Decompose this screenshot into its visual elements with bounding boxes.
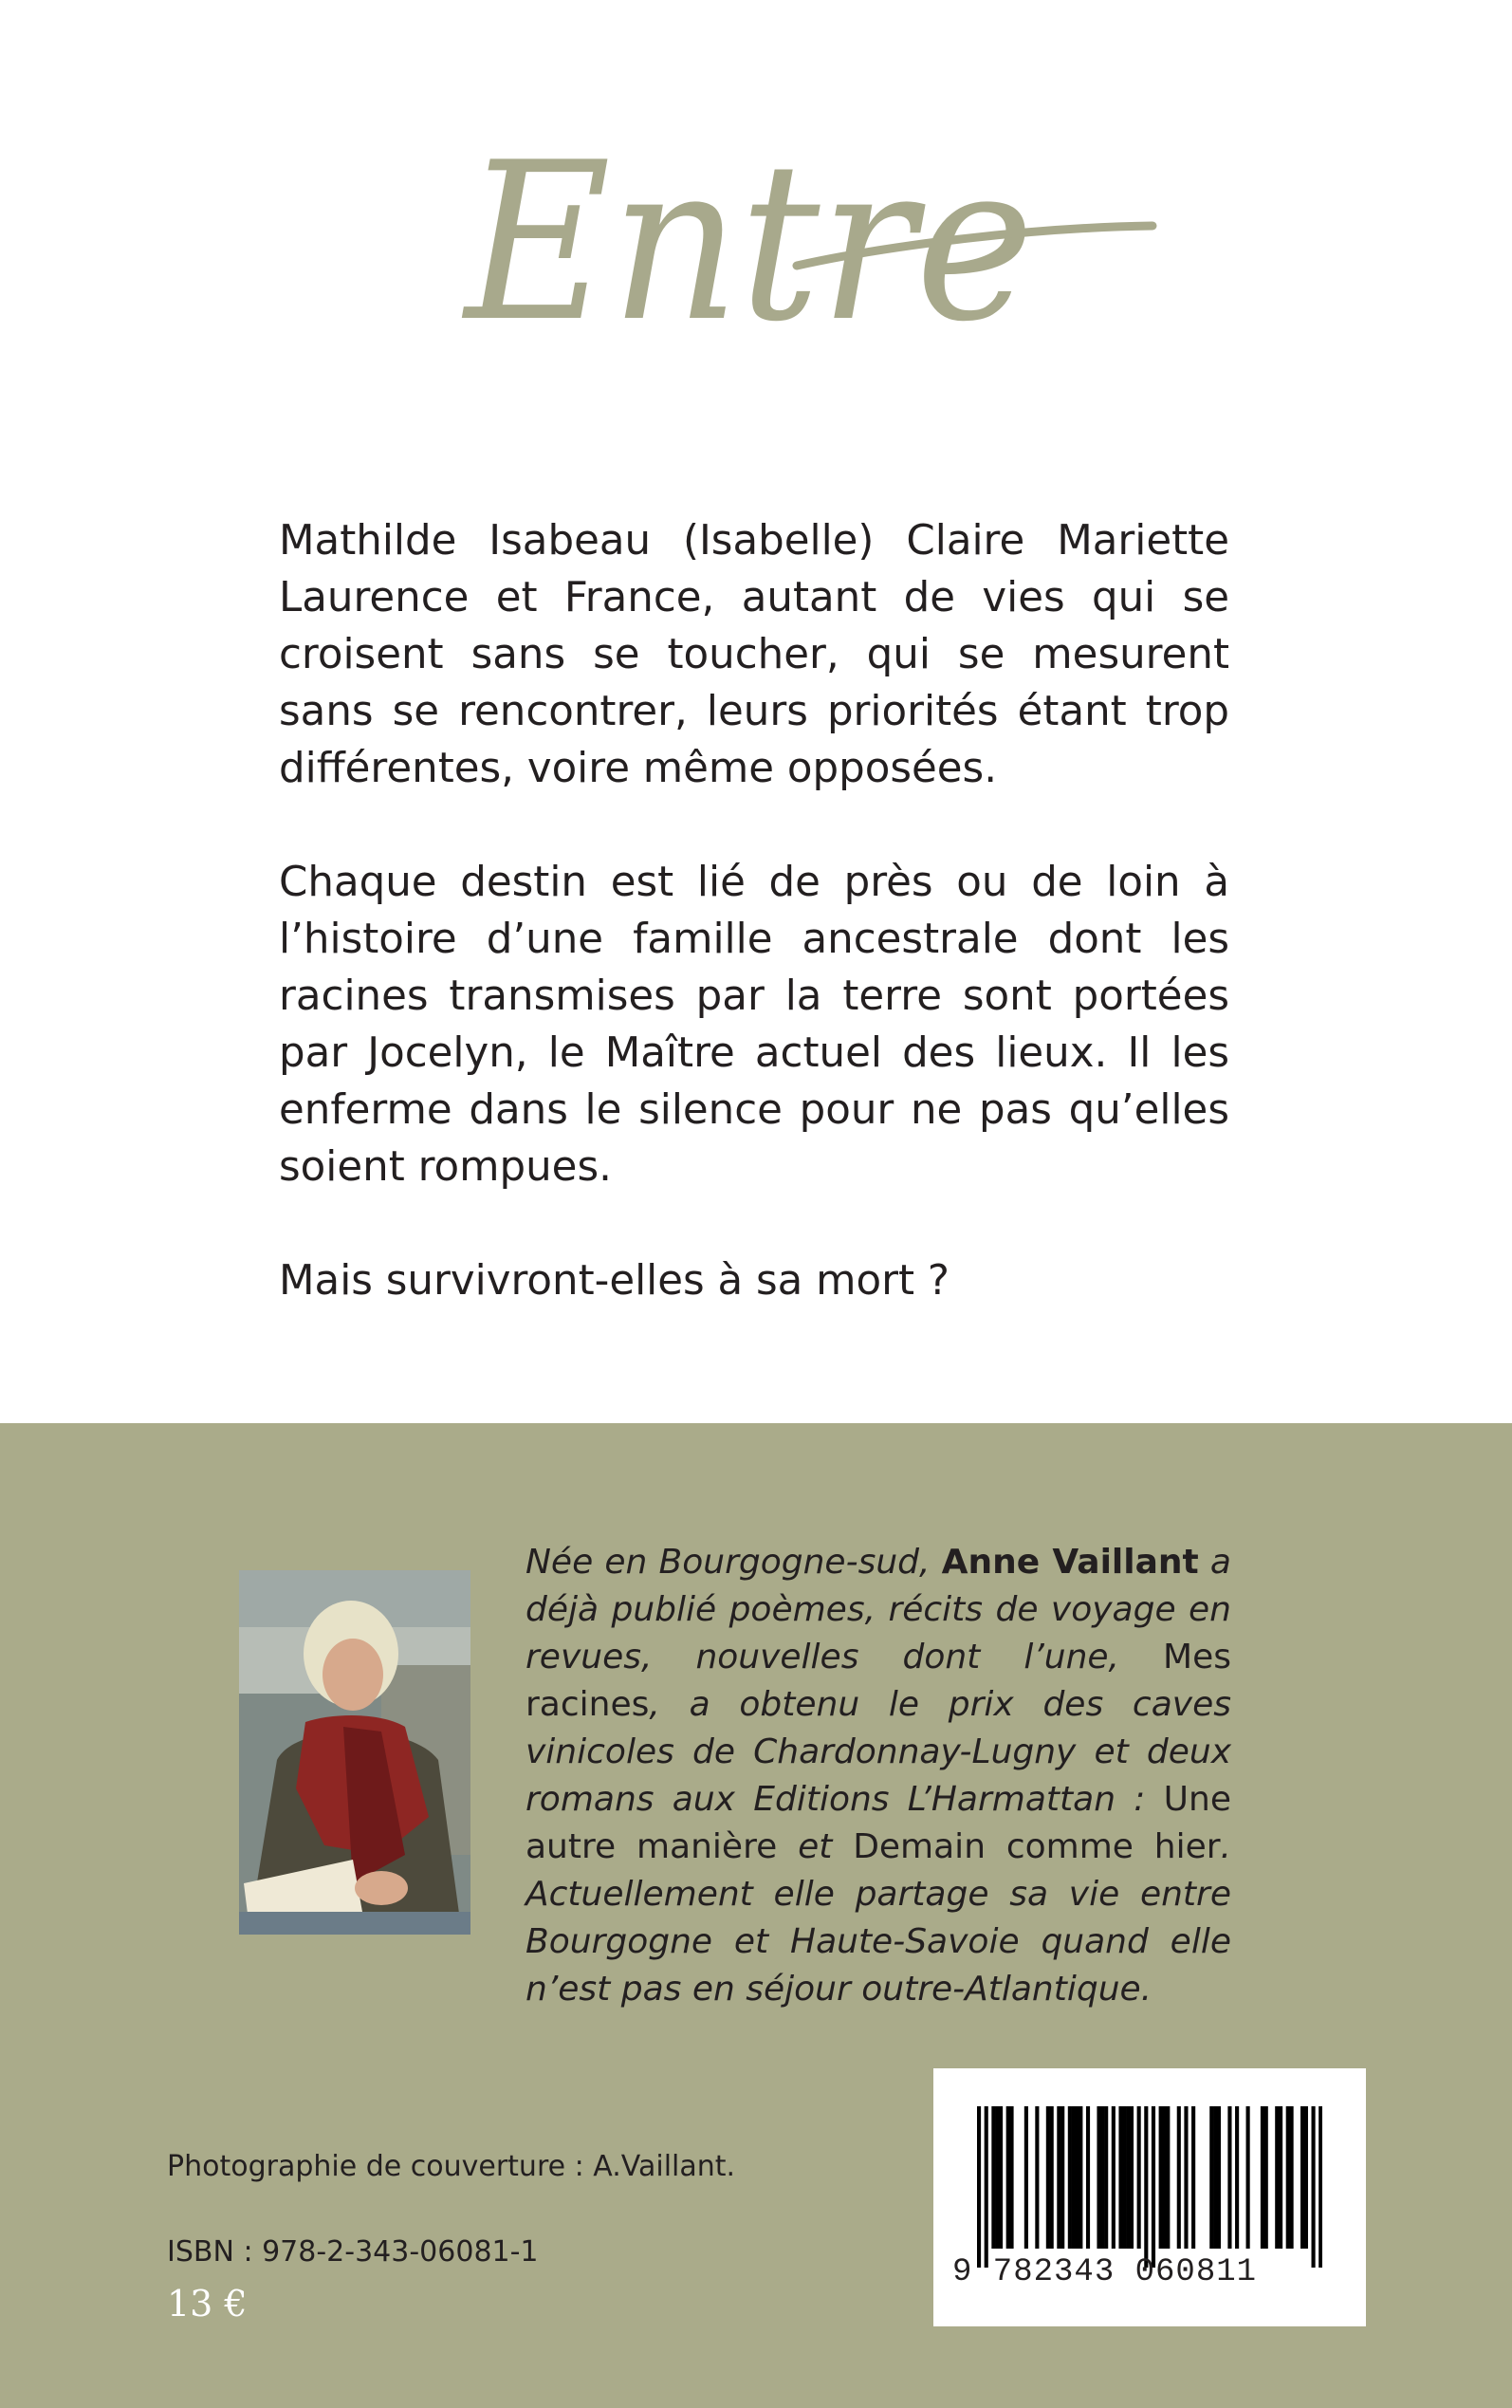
photo-credit: Photographie de couverture : A.Vaillant. — [167, 2150, 736, 2183]
title-text: Entre — [461, 117, 1035, 361]
barcode-bar — [977, 2106, 981, 2268]
price: 13 € — [167, 2283, 248, 2325]
barcode-bar — [1217, 2106, 1221, 2249]
barcode-bar — [1050, 2106, 1054, 2249]
barcode-bar — [985, 2106, 988, 2268]
blurb-paragraph-2: Chaque destin est lié de près ou de loin à l’histoire d’une famille ancestrale dont les racines transmises par la terre sont portées par Jocelyn, le Maître actuel des lieux. Il les enferme dans le silence pour ne pas qu’elles soient rompues. — [279, 859, 1229, 1191]
barcode-bar — [1152, 2106, 1155, 2268]
barcode-bar — [1126, 2106, 1130, 2249]
barcode-bar — [1086, 2106, 1090, 2249]
barcode-bar — [1097, 2106, 1100, 2249]
barcode-bar — [1304, 2106, 1308, 2249]
barcode-bar — [1122, 2106, 1126, 2249]
barcode-bar — [1100, 2106, 1104, 2249]
barcode-bar — [1068, 2106, 1072, 2249]
barcode-bar — [1227, 2106, 1231, 2249]
barcode-bar — [1137, 2106, 1141, 2249]
barcode-bar — [1159, 2106, 1163, 2249]
barcode-bar — [1075, 2106, 1079, 2249]
barcode-bar — [1286, 2106, 1290, 2249]
barcode-bar — [991, 2106, 995, 2249]
blurb — [279, 512, 1229, 1309]
barcode-bar — [1191, 2106, 1195, 2249]
barcode-bar — [1144, 2106, 1148, 2268]
title-logo — [455, 114, 1176, 361]
barcode-bar — [1300, 2106, 1304, 2249]
blurb-paragraph-3: Mais survivront-elles à sa mort ? — [279, 1257, 950, 1305]
barcode-bar — [1006, 2106, 1010, 2249]
barcode-bar — [1290, 2106, 1294, 2249]
barcode-bar — [999, 2106, 1003, 2249]
isbn: ISBN : 978-2-343-06081-1 — [167, 2235, 539, 2269]
script-title-graphic — [455, 114, 1176, 361]
barcode-bar — [1060, 2106, 1064, 2249]
barcode-bar — [1209, 2106, 1213, 2249]
barcode-bar — [1177, 2106, 1181, 2249]
barcode — [933, 2068, 1366, 2326]
barcode-bar — [1079, 2106, 1082, 2249]
book-title-demain-comme-hier: Demain comme hier — [853, 1827, 1221, 1866]
barcode-bar — [1213, 2106, 1217, 2249]
barcode-digits: 9 782343 060811 — [952, 2254, 1258, 2290]
barcode-bar — [1235, 2106, 1239, 2249]
author-photo — [239, 1570, 470, 1935]
barcode-bar — [1009, 2106, 1013, 2249]
author-name: Anne Vaillant — [941, 1543, 1199, 1582]
barcode-bar — [1024, 2106, 1028, 2249]
barcode-bar — [1264, 2106, 1268, 2249]
barcode-bar — [1312, 2106, 1316, 2268]
barcode-bar — [1104, 2106, 1108, 2249]
barcode-bar — [1072, 2106, 1076, 2249]
barcode-bar — [1279, 2106, 1282, 2249]
book-title-une-autre-maniere: Une autre manière — [526, 1780, 1231, 1866]
book-title-mes-racines: Mes racines — [526, 1638, 1231, 1724]
barcode-bar — [1112, 2106, 1116, 2249]
barcode-bar — [1057, 2106, 1060, 2249]
barcode-bar — [1275, 2106, 1279, 2249]
barcode-bar — [1046, 2106, 1050, 2249]
barcode-bar — [1261, 2106, 1264, 2249]
barcode-bar — [1118, 2106, 1122, 2249]
barcode-bar — [995, 2106, 999, 2249]
author-bio — [526, 1539, 1231, 2013]
author-bio-text: Née en Bourgogne-sud, Anne Vaillant a déjà publié poèmes, récits de voyage en revues, nouvelles dont l’une, Mes racines, a obtenu le prix des caves vinicoles de Chardonnay-Lugny et deux romans aux Editions L’Harmattan : Une autre manière et Demain comme hier. Actuellement elle partage sa vie entre Bourgogne et Haute-Savoie quand elle n’est pas en séjour outre-Atlantique. — [526, 1543, 1231, 2009]
barcode-bar — [1318, 2106, 1322, 2268]
barcode-bar — [1035, 2106, 1039, 2249]
barcode-bar — [1184, 2106, 1188, 2249]
blurb-paragraph-1: Mathilde Isabeau (Isabelle) Claire Mariette Laurence et France, autant de vies qui se croisent sans se toucher, qui se mesurent sans se rencontrer, leurs priorités étant trop différentes, voire même opposées. — [279, 517, 1229, 792]
barcode-bar — [1246, 2106, 1250, 2249]
barcode-bar — [1130, 2106, 1134, 2249]
barcode-bar — [1166, 2106, 1170, 2249]
author-portrait-photo — [239, 1570, 470, 1935]
barcode-bar — [1162, 2106, 1166, 2249]
